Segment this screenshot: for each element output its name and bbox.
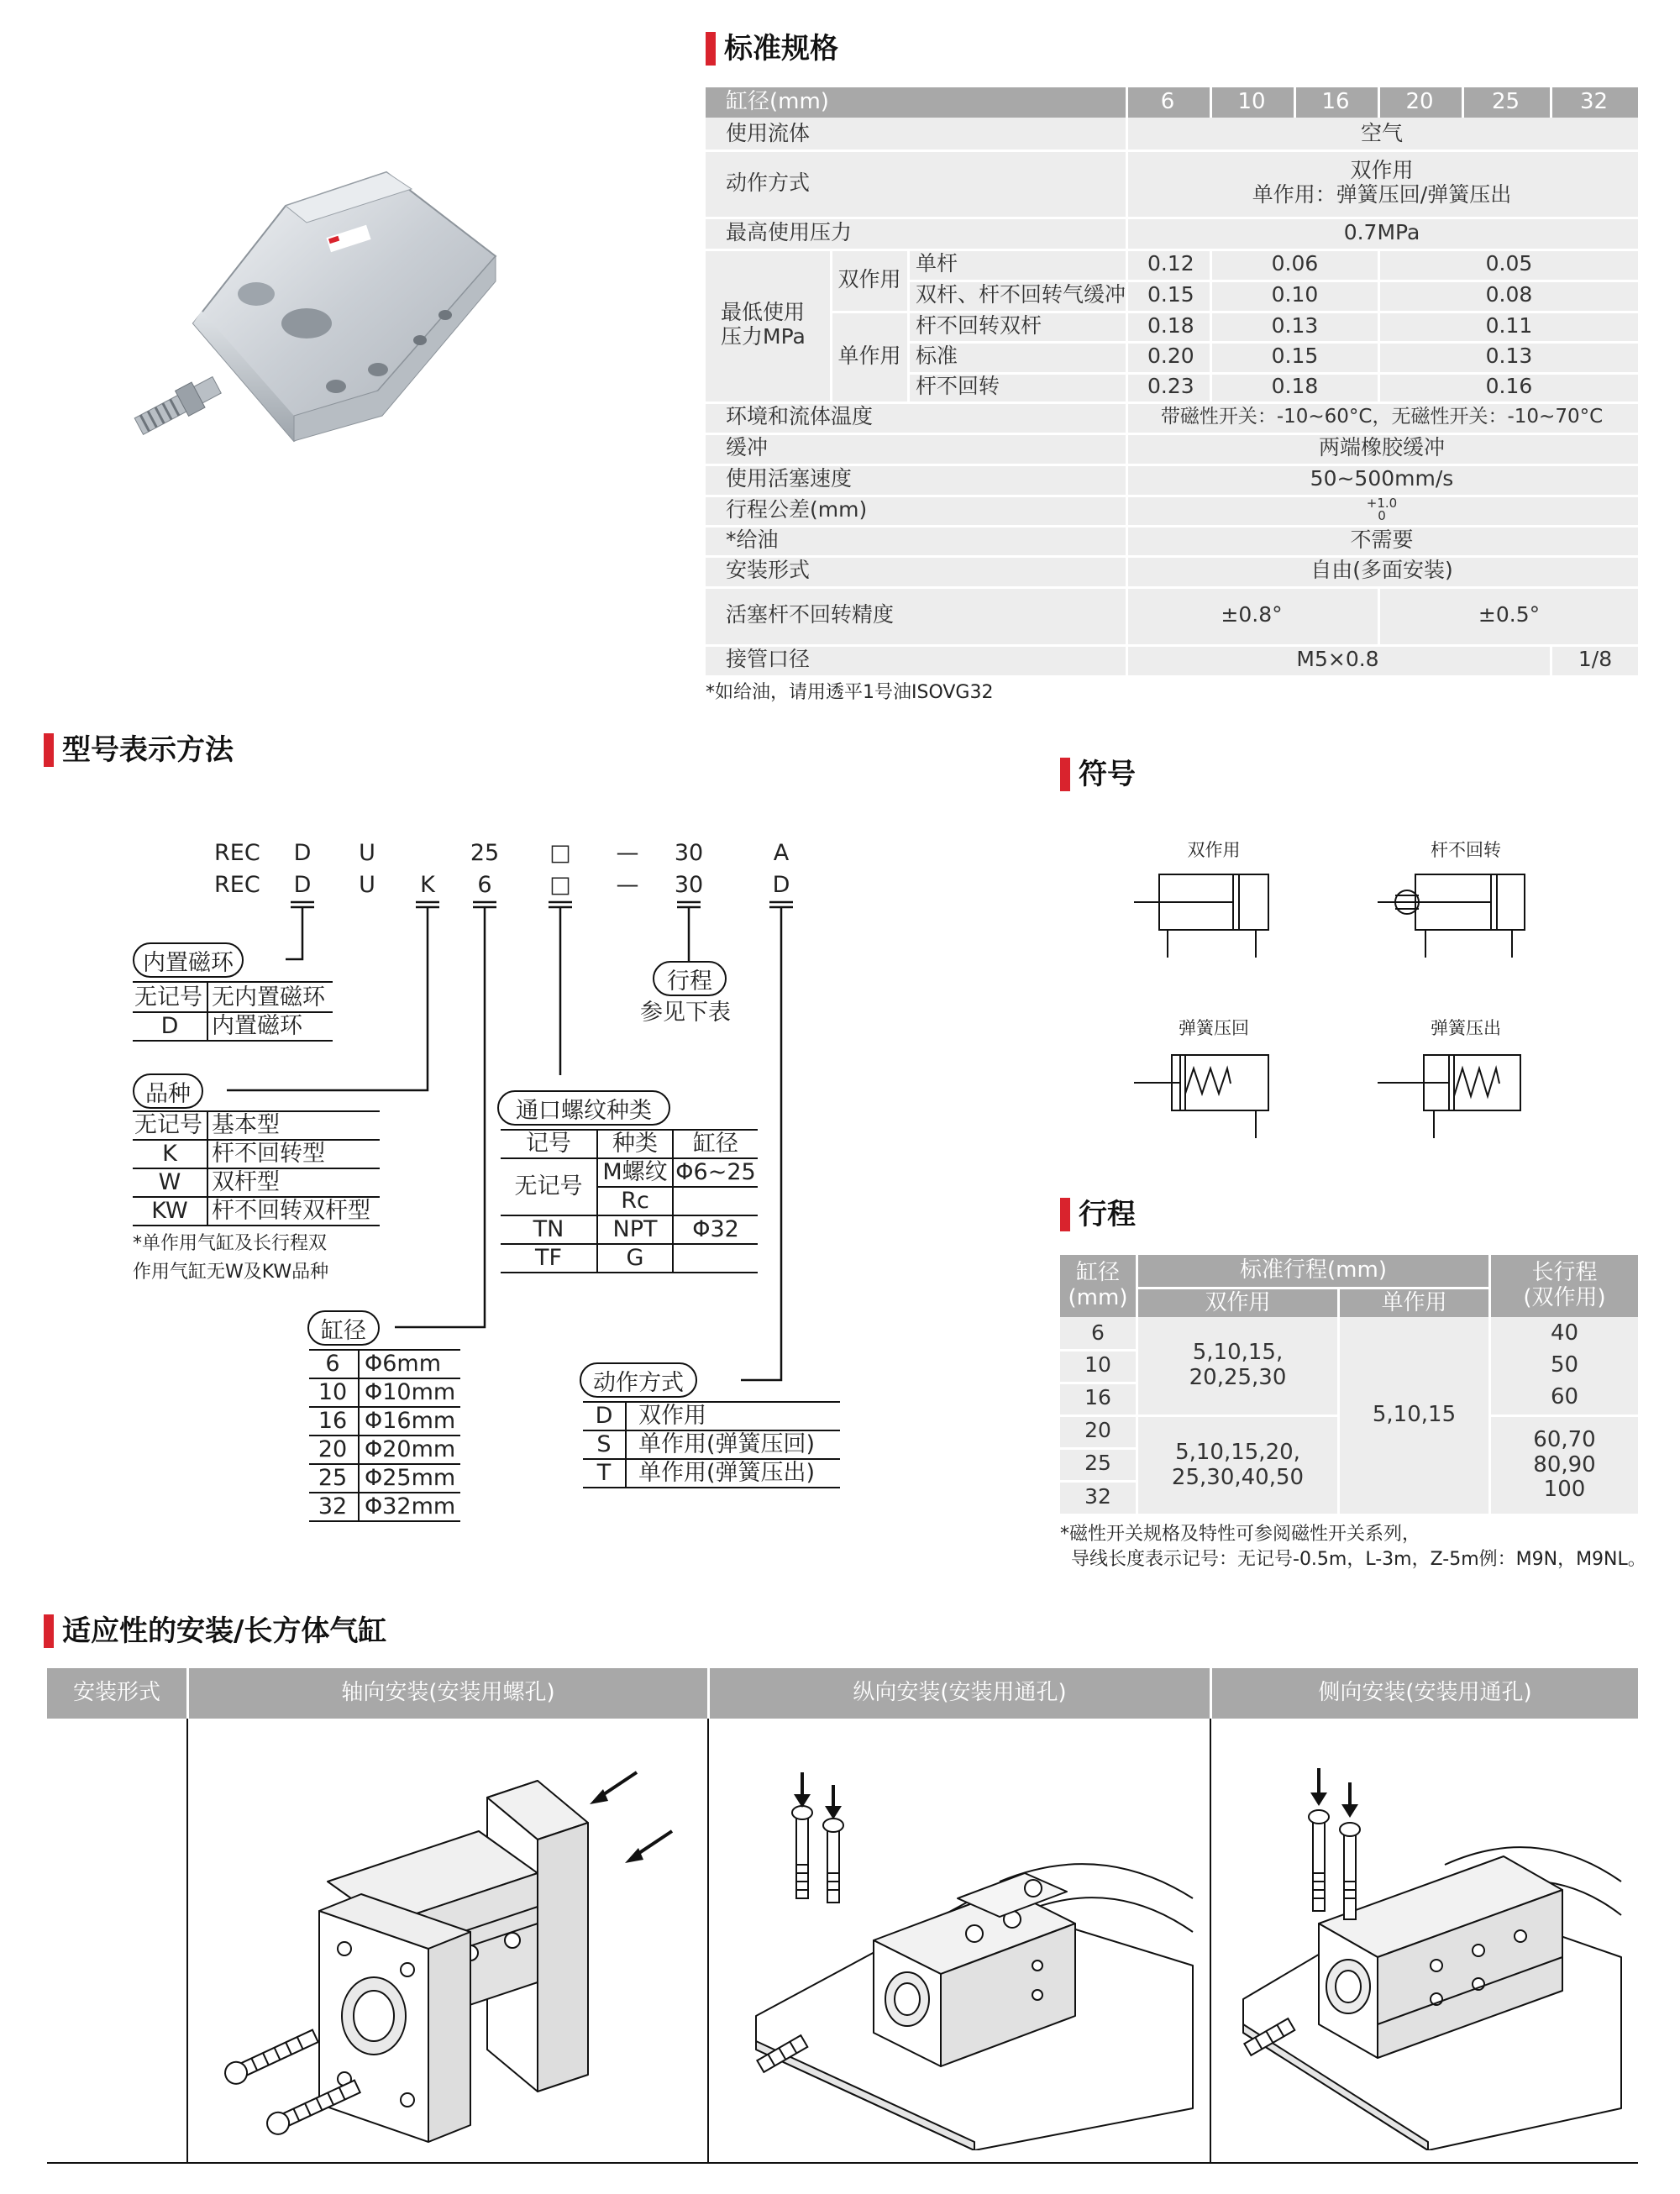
- stroke-long-a2: 60: [1550, 1383, 1579, 1409]
- model-section-title: 型号表示方法: [44, 733, 234, 767]
- stroke-h-long: [1491, 1255, 1638, 1317]
- stroke-bore-3: 20: [1084, 1418, 1111, 1443]
- thread-h1: 种类: [612, 1131, 658, 1157]
- code1-action: A: [773, 840, 790, 866]
- code2-u: U: [359, 872, 375, 898]
- spec-section-title: 标准规格: [706, 32, 838, 66]
- stroke-h-long1: 长行程: [1531, 1260, 1598, 1286]
- stroke-single: 5,10,15: [1372, 1402, 1457, 1428]
- side-mount-illustration: [1226, 1747, 1630, 2150]
- thread-r4-code: TF: [534, 1245, 563, 1271]
- speed-value: 50~500mm/s: [1310, 466, 1454, 491]
- lube-label: *给油: [726, 527, 779, 552]
- min-sub-3-c: 0.13: [1485, 344, 1533, 369]
- magnet-r1-code: D: [160, 1013, 179, 1039]
- action-r0-desc: 双作用: [638, 1403, 706, 1429]
- thread-r3-kind: NPT: [612, 1216, 658, 1242]
- min-sub-0-c: 0.05: [1485, 251, 1533, 276]
- code2-action: D: [772, 872, 790, 898]
- stroke-long-b: [1491, 1417, 1638, 1514]
- thread-h0: 记号: [526, 1131, 571, 1157]
- port-label: 接管口径: [726, 647, 811, 672]
- thread-r1-kind: M螺纹: [602, 1159, 668, 1185]
- min-sub-1-name: 双杆、杆不回转气缓冲: [916, 282, 1126, 307]
- cushion-value: 两端橡胶缓冲: [1318, 435, 1445, 460]
- action-title: 动作方式: [580, 1362, 697, 1398]
- thread-r3-code: TN: [533, 1216, 564, 1242]
- stroke-sub: 参见下表: [640, 1000, 731, 1026]
- min-sub-2-name: 杆不回转双杆: [916, 312, 1042, 338]
- stroke-double-a: [1138, 1317, 1337, 1415]
- tolerance-lower: 0: [1378, 508, 1386, 523]
- code1-rec: REC: [214, 840, 260, 866]
- action-r2-code: T: [596, 1460, 612, 1486]
- mount-h1: 轴向安装(安装用螺孔): [341, 1680, 555, 1706]
- bore-r0-desc: Φ6mm: [365, 1351, 442, 1377]
- stroke-h-bore1: 缸径: [1075, 1260, 1120, 1286]
- stroke-double-a2: 20,25,30: [1189, 1365, 1287, 1390]
- min-pressure-label: [706, 249, 830, 402]
- bore-header: 缸径(mm): [726, 89, 829, 115]
- stroke-h-double: 双作用: [1205, 1289, 1271, 1315]
- mount-h0: 安装形式: [72, 1680, 160, 1706]
- min-sub-1-b: 0.10: [1271, 282, 1319, 307]
- speed-label: 使用活塞速度: [726, 466, 853, 491]
- sym-spring-return-label: 弹簧压回: [1179, 1018, 1249, 1038]
- code2-dash: —: [616, 872, 639, 898]
- bore-25: 25: [1491, 89, 1520, 115]
- spec-footnote: *如给油，请用透平1号油ISOVG32: [706, 682, 994, 703]
- code2-k: K: [420, 872, 435, 898]
- stroke-h-single: 单作用: [1381, 1289, 1447, 1315]
- stroke-note1: *磁性开关规格及特性可参阅磁性开关系列，: [1060, 1524, 1421, 1545]
- magnet-r1-desc: 内置磁环: [212, 1013, 302, 1039]
- min-sub-2-b: 0.13: [1271, 312, 1319, 338]
- stroke-double-b1: 5,10,15,20,: [1175, 1439, 1300, 1465]
- stroke-long-b2: 100: [1543, 1477, 1586, 1503]
- stroke-note2: 导线长度表示记号：无记号-0.5m，L-3m，Z-5m例：M9N，M9NL。: [1071, 1549, 1646, 1570]
- code1-port: □: [549, 840, 571, 866]
- action-value: [1126, 150, 1638, 217]
- min-sub-4-a: 0.23: [1147, 374, 1194, 399]
- sym-nonrot-icon: [1373, 869, 1541, 962]
- max-pressure-value: 0.7MPa: [1343, 219, 1420, 244]
- stroke-title: 行程: [653, 961, 727, 996]
- code2-port: □: [549, 872, 571, 898]
- stroke-bore-0: 6: [1091, 1320, 1105, 1345]
- min-sub-0-b: 0.06: [1271, 251, 1319, 276]
- code2-stroke: 30: [674, 872, 704, 898]
- mount-label: 安装形式: [726, 558, 811, 583]
- tolerance-value: [1126, 495, 1638, 525]
- stroke-long-a1: 50: [1550, 1352, 1579, 1378]
- code1-stroke: 30: [674, 840, 704, 866]
- bore-32: 32: [1579, 89, 1609, 115]
- sym-nonrot-label: 杆不回转: [1431, 840, 1501, 860]
- stroke-h-std: 标准行程(mm): [1240, 1257, 1387, 1283]
- tolerance-label: 行程公差(mm): [726, 496, 868, 522]
- min-sub-2-a: 0.18: [1147, 312, 1194, 338]
- bore-6: 6: [1160, 89, 1175, 115]
- temp-label: 环境和流体温度: [726, 404, 874, 429]
- bore-r5-desc: Φ32mm: [365, 1493, 456, 1520]
- sym-spring-extend-label: 弹簧压出: [1431, 1018, 1501, 1038]
- magnet-r0-desc: 无内置磁环: [212, 984, 325, 1010]
- precision-label: 活塞杆不回转精度: [726, 602, 895, 627]
- variety-r1-code: K: [162, 1141, 177, 1167]
- bore-r2-code: 16: [318, 1408, 348, 1434]
- action-label: 动作方式: [726, 170, 811, 195]
- min-sub-3-b: 0.15: [1271, 344, 1319, 369]
- bore-r3-code: 20: [318, 1436, 348, 1462]
- precision-b: ±0.5°: [1478, 602, 1541, 627]
- variety-title: 品种: [133, 1073, 203, 1109]
- thread-r4-kind: G: [626, 1245, 644, 1271]
- port-a: M5×0.8: [1296, 647, 1379, 672]
- min-pressure-label1: 最低使用: [721, 300, 806, 325]
- min-sub-1-c: 0.08: [1485, 282, 1533, 307]
- bore-10: 10: [1237, 89, 1266, 115]
- stroke-long-a0: 40: [1550, 1320, 1579, 1346]
- bore-20: 20: [1405, 89, 1434, 115]
- stroke-h-bore2: (mm): [1068, 1285, 1128, 1310]
- code1-dash: —: [616, 840, 639, 866]
- bore-r4-code: 25: [318, 1465, 348, 1491]
- max-pressure-label: 最高使用压力: [726, 219, 853, 244]
- code2-rec: REC: [214, 872, 260, 898]
- action-r0-code: D: [595, 1403, 613, 1429]
- cylinder-photo: [126, 164, 563, 483]
- variety-note1: *单作用气缸及长行程双: [133, 1233, 328, 1254]
- mount-section-title: 适应性的安装/长方体气缸: [44, 1614, 386, 1648]
- fluid-label: 使用流体: [726, 120, 811, 145]
- min-sub-4-b: 0.18: [1271, 374, 1319, 399]
- port-b: 1/8: [1578, 647, 1613, 672]
- min-sub-3-a: 0.20: [1147, 344, 1194, 369]
- magnet-title: 内置磁环: [133, 942, 244, 978]
- stroke-bore-5: 32: [1084, 1483, 1111, 1509]
- variety-note2: 作用气缸无W及KW品种: [133, 1262, 329, 1283]
- bore-r4-desc: Φ25mm: [365, 1465, 456, 1491]
- cushion-label: 缓冲: [726, 435, 769, 460]
- sym-spring-return-icon: [1130, 1050, 1281, 1142]
- thread-h2: 缸径: [693, 1131, 738, 1157]
- axial-mount-illustration: [202, 1747, 697, 2150]
- vertical-mount-illustration: [722, 1747, 1201, 2150]
- bore-r1-code: 10: [318, 1379, 348, 1405]
- precision-a: ±0.8°: [1221, 602, 1283, 627]
- code1-d: D: [293, 840, 312, 866]
- min-sub-2-c: 0.11: [1485, 312, 1533, 338]
- stroke-double-b2: 25,30,40,50: [1171, 1464, 1305, 1490]
- stroke-bore-4: 25: [1084, 1451, 1111, 1476]
- sym-double-label: 双作用: [1187, 840, 1241, 860]
- stroke-long-a: [1491, 1317, 1638, 1415]
- mount-h3: 侧向安装(安装用通孔): [1318, 1680, 1532, 1706]
- variety-r1-desc: 杆不回转型: [212, 1141, 325, 1167]
- thread-r3-bore: Φ32: [692, 1216, 739, 1242]
- thread-r1-code: 无记号: [514, 1173, 583, 1199]
- single-acting-group: 单作用: [837, 343, 901, 368]
- code1-bore: 25: [470, 840, 500, 866]
- min-pressure-label2: 压力MPa: [721, 324, 806, 349]
- stroke-section-title: 行程: [1060, 1198, 1136, 1231]
- variety-r3-code: KW: [151, 1198, 188, 1224]
- mount-h2: 纵向安装(安装用通孔): [853, 1680, 1067, 1706]
- min-sub-0-a: 0.12: [1147, 251, 1194, 276]
- bore-16: 16: [1321, 89, 1350, 115]
- bore-title: 缸径: [307, 1310, 380, 1346]
- min-sub-1-a: 0.15: [1147, 282, 1194, 307]
- stroke-h-long2: (双作用): [1523, 1285, 1606, 1310]
- code1-u: U: [359, 840, 375, 866]
- min-sub-0-name: 单杆: [916, 251, 958, 276]
- variety-r0-code: 无记号: [134, 1112, 202, 1138]
- variety-r2-desc: 双杆型: [212, 1169, 280, 1195]
- action-line2: 单作用：弹簧压回/弹簧压出: [1252, 182, 1512, 207]
- variety-r0-desc: 基本型: [212, 1112, 280, 1138]
- action-r2-desc: 单作用(弹簧压出): [638, 1460, 816, 1486]
- code2-d: D: [293, 872, 312, 898]
- stroke-double-a1: 5,10,15,: [1192, 1340, 1284, 1366]
- magnet-r0-code: 无记号: [134, 984, 202, 1010]
- sym-double-acting-icon: [1130, 869, 1281, 962]
- stroke-h-bore: [1060, 1255, 1136, 1317]
- thread-r1-bore: Φ6~25: [675, 1159, 756, 1185]
- action-r1-desc: 单作用(弹簧压回): [638, 1431, 816, 1457]
- temp-value: 带磁性开关：-10~60°C，无磁性开关：-10~70°C: [1160, 406, 1604, 428]
- bore-r1-desc: Φ10mm: [365, 1379, 456, 1405]
- variety-r2-code: W: [158, 1169, 181, 1195]
- symbol-section-title: 符号: [1060, 758, 1136, 791]
- mount-value: 自由(多面安装): [1310, 558, 1453, 583]
- stroke-long-b0: 60,70: [1533, 1426, 1596, 1452]
- thread-title: 通口螺纹种类: [497, 1090, 670, 1126]
- double-acting-group: 双作用: [837, 266, 901, 291]
- stroke-bore-2: 16: [1084, 1385, 1111, 1410]
- action-line1: 双作用: [1350, 158, 1414, 183]
- min-sub-3-name: 标准: [916, 344, 958, 369]
- min-sub-4-name: 杆不回转: [916, 374, 1000, 399]
- stroke-bore-1: 10: [1084, 1352, 1111, 1378]
- fluid-value: 空气: [1360, 120, 1403, 145]
- bore-r0-code: 6: [325, 1351, 340, 1377]
- min-sub-4-c: 0.16: [1485, 374, 1533, 399]
- thread-r2-kind: Rc: [621, 1188, 649, 1214]
- bore-r3-desc: Φ20mm: [365, 1436, 456, 1462]
- lube-value: 不需要: [1350, 527, 1414, 552]
- code2-bore: 6: [477, 872, 492, 898]
- bore-r5-code: 32: [318, 1493, 348, 1520]
- action-r1-code: S: [596, 1431, 612, 1457]
- variety-r3-desc: 杆不回转双杆型: [212, 1198, 370, 1224]
- tolerance-upper: +1.0: [1366, 496, 1398, 511]
- sym-spring-extend-icon: [1373, 1050, 1541, 1142]
- stroke-double-b: [1138, 1417, 1337, 1514]
- bore-r2-desc: Φ16mm: [365, 1408, 456, 1434]
- stroke-long-b1: 80,90: [1533, 1451, 1596, 1478]
